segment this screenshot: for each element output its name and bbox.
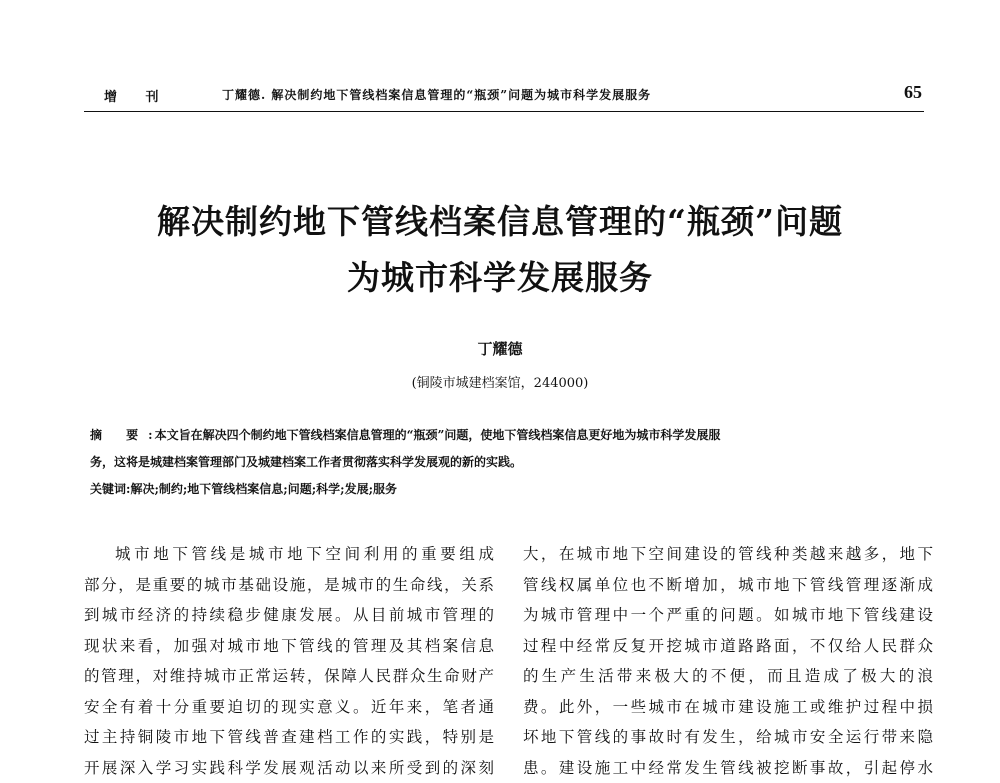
body-line: 大，在城市地下空间建设的管线种类越来越多，地下 <box>523 539 933 570</box>
running-header-title: 丁耀德. 解决制约地下管线档案信息管理的“瓶颈”问题为城市科学发展服务 <box>222 86 651 103</box>
body-line: 过主持铜陵市地下管线普查建档工作的实践，特别是 <box>84 722 494 753</box>
body-line: 患。建设施工中经常发生管线被挖断事故，引起停水 <box>523 753 933 783</box>
body-line: 的管理，对维持城市正常运转，保障人民群众生命财产 <box>84 661 494 692</box>
article-title <box>0 194 1000 306</box>
body-line: 管线权属单位也不断增加，城市地下管线管理逐渐成 <box>523 570 933 601</box>
body-line: 部分，是重要的城市基础设施，是城市的生命线，关系 <box>84 570 494 601</box>
abstract-block <box>90 422 910 503</box>
body-column-left <box>84 539 494 783</box>
keywords-line <box>90 476 910 503</box>
abstract-label: 摘 要: <box>90 428 163 442</box>
abstract-line-1 <box>90 422 910 449</box>
body-line: 城市地下管线是城市地下空间利用的重要组成 <box>84 539 494 570</box>
author-affiliation: (铜陵市城建档案馆，244000) <box>0 372 1000 391</box>
author-name: 丁耀德 <box>0 338 1000 359</box>
page-number: 65 <box>904 82 922 103</box>
running-header-issue: 增 刊 <box>104 86 171 105</box>
body-line: 费。此外，一些城市在城市建设施工或维护过程中损 <box>523 692 933 723</box>
body-line: 到城市经济的持续稳步健康发展。从目前城市管理的 <box>84 600 494 631</box>
running-header <box>84 86 924 106</box>
body-line: 过程中经常反复开挖城市道路路面，不仅给人民群众 <box>523 631 933 662</box>
body-column-right <box>523 539 933 783</box>
abstract-text-1: 本文旨在解决四个制约地下管线档案信息管理的“瓶颈”问题，使地下管线档案信息更好地为城市科学发展服 <box>155 428 721 442</box>
body-line: 的生产生活带来极大的不便，而且造成了极大的浪 <box>523 661 933 692</box>
header-rule <box>84 111 924 112</box>
keywords-label: 关键词: <box>90 482 130 496</box>
title-line-2: 为城市科学发展服务 <box>0 250 1000 306</box>
abstract-line-2: 务，这将是城建档案管理部门及城建档案工作者贯彻落实科学发展观的新的实践。 <box>90 449 910 476</box>
body-line: 开展深入学习实践科学发展观活动以来所受到的深刻 <box>84 753 494 783</box>
body-line: 现状来看，加强对城市地下管线的管理及其档案信息 <box>84 631 494 662</box>
title-line-1: 解决制约地下管线档案信息管理的“瓶颈”问题 <box>0 194 1000 250</box>
keywords-text: 解决;制约;地下管线档案信息;问题;科学;发展;服务 <box>130 482 397 496</box>
body-line: 为城市管理中一个严重的问题。如城市地下管线建设 <box>523 600 933 631</box>
body-line: 坏地下管线的事故时有发生，给城市安全运行带来隐 <box>523 722 933 753</box>
body-line: 安全有着十分重要迫切的现实意义。近年来，笔者通 <box>84 692 494 723</box>
